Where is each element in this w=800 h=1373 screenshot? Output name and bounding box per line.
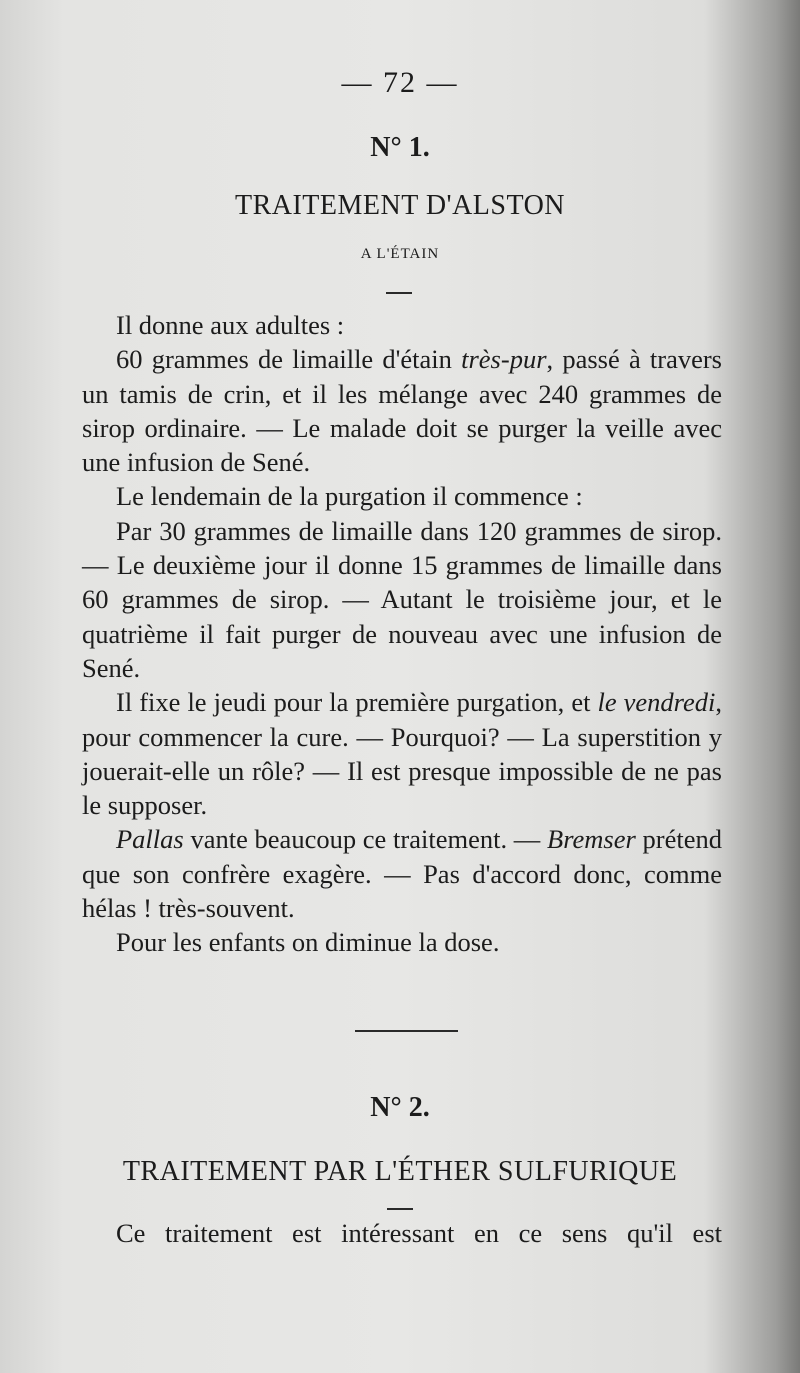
short-divider-1 [386,292,412,294]
italic-text: Bremser [547,824,636,855]
paragraph [82,514,722,685]
section-number-2: N° 2. [370,1092,430,1123]
paragraph [82,685,722,822]
paragraph [82,308,722,342]
page-number: — 72 — [341,66,459,99]
section-title-2: TRAITEMENT PAR L'ÉTHER SULFURIQUE [122,1156,678,1187]
short-divider-2 [387,1208,413,1210]
text-run: , pour commencer la cure. — Pourquoi? — La superstition y jouerait-elle un rôle? — Il est presque impossible de ne pas le supposer. [82,687,722,821]
text-run: vante beaucoup ce traitement. — [183,824,548,855]
section-2-body [82,1216,722,1250]
text-run: , passé à travers un tamis de crin, et il les mélange avec 240 grammes de sirop ordinaire. — Le malade doit se purger la veille avec une infusion de Sené. [82,344,722,478]
section-title-1: TRAITEMENT D'ALSTON [234,190,566,221]
paragraph [82,479,722,513]
section-separator-rule [355,1030,458,1032]
text-run: Par 30 grammes de limaille dans 120 grammes de sirop. — Le deuxième jour il donne 15 grammes de limaille dans 60 grammes de sirop. — Autant le troisième jour, et le quatrième il fait purger de nouveau avec une infusion de Sené. [82,515,722,683]
paragraph [82,342,722,479]
text-run: Le lendemain de la purgation il commence : [116,481,583,512]
italic-text: Pallas [116,824,184,855]
text-run: Pour les enfants on diminue la dose. [116,927,500,958]
italic-text: très-pur [461,344,547,375]
text-run: prétend que son confrère exagère. — Pas d'accord donc, comme hélas ! très-souvent. [82,824,723,924]
paragraph [82,925,722,959]
section-1-body [82,308,722,960]
paragraph [82,822,722,925]
text-run: Il donne aux adultes : [116,310,345,340]
text-run: 60 grammes de limaille d'étain [116,344,462,375]
section-2-first-line: Ce traitement est intéressant en ce sens qu'il est [116,1218,722,1248]
section-subtitle-1: A L'ÉTAIN [360,246,440,262]
section-number-1: N° 1. [370,132,430,163]
italic-text: le vendredi [597,687,716,718]
text-run: Il fixe le jeudi pour la première purgation, et [116,687,598,718]
